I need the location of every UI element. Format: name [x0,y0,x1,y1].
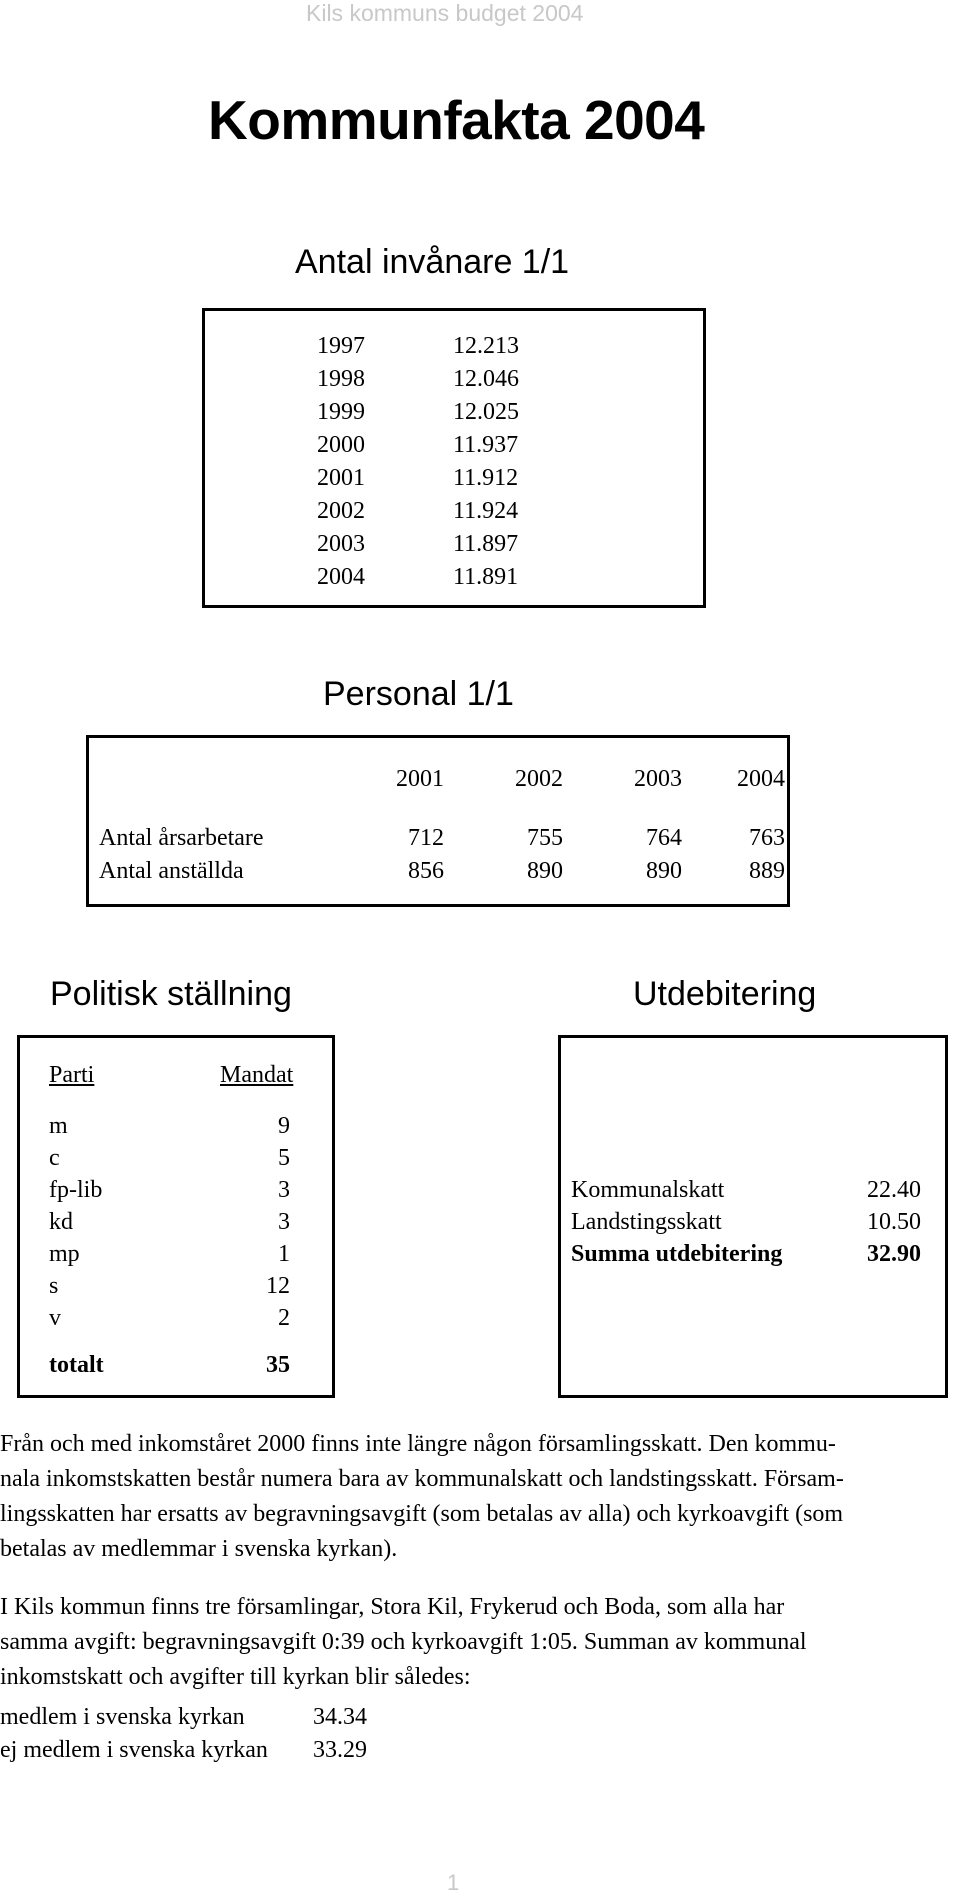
population-value: 11.912 [453,465,519,491]
politics-heading: Politisk ställning [50,975,292,1013]
personnel-value: 755 [527,825,563,851]
year-cell: 1997 [317,333,365,359]
population-value: 12.025 [453,399,519,425]
population-value: 12.046 [453,366,519,392]
year-cell: 1999 [317,399,365,425]
party-column-header: Parti [49,1062,95,1088]
tax-value: 22.40 [867,1177,921,1203]
page-header: Kils kommuns budget 2004 [306,0,584,26]
paragraph-parishes [0,1590,958,1695]
tax-label: Landstingsskatt [571,1209,722,1235]
year-header: 2002 [515,766,563,792]
church-rate-value: 33.29 [313,1737,367,1763]
politics-table [17,1035,335,1398]
party-name: s [49,1273,59,1299]
population-value: 11.924 [453,498,519,524]
population-heading: Antal invånare 1/1 [295,243,570,281]
row-label: Antal årsarbetare [99,825,264,851]
paragraph-line: lingsskatten har ersatts av begravningsavgift (som betalas av alla) och kyrkoavgift (som [0,1501,844,1527]
personnel-value: 763 [749,825,785,851]
personnel-value: 890 [527,858,563,884]
population-row [317,399,519,426]
total-label: totalt [49,1352,104,1378]
year-header: 2004 [737,766,785,792]
church-rate-row [0,1737,367,1764]
row-label: Antal anställda [99,858,244,884]
population-value: 11.897 [453,531,519,557]
population-row [317,366,519,393]
paragraph-line: nala inkomstskatten består numera bara av kommunalskatt och landstingsskatt. Försam- [0,1466,844,1492]
page-title: Kommunfakta 2004 [208,89,705,151]
population-value: 11.937 [453,432,519,458]
tax-table [558,1035,948,1398]
party-name: m [49,1113,68,1139]
year-cell: 2004 [317,564,365,590]
population-table [202,308,706,608]
personnel-table [86,735,790,907]
paragraph-line: samma avgift: begravningsavgift 0:39 och kyrkoavgift 1:05. Summan av kommunal [0,1629,807,1655]
personnel-value: 856 [408,858,444,884]
year-cell: 2000 [317,432,365,458]
party-seats: 3 [278,1209,290,1235]
party-name: kd [49,1209,73,1235]
population-row [317,498,518,525]
population-row [317,432,518,459]
population-row [317,333,519,360]
church-rate-label: ej medlem i svenska kyrkan [0,1737,268,1763]
tax-label: Kommunalskatt [571,1177,725,1203]
personnel-value: 889 [749,858,785,884]
year-header: 2003 [634,766,682,792]
tax-heading: Utdebitering [633,975,817,1013]
church-rate-label: medlem i svenska kyrkan [0,1704,245,1730]
church-rate-value: 34.34 [313,1704,367,1730]
year-cell: 2003 [317,531,365,557]
personnel-value: 764 [646,825,682,851]
seats-column-header: Mandat [220,1062,294,1088]
paragraph-church-tax [0,1427,958,1567]
party-seats: 2 [278,1305,290,1331]
party-name: c [49,1145,60,1171]
party-name: mp [49,1241,80,1267]
party-name: fp-lib [49,1177,103,1203]
tax-sum-label: Summa utdebitering [571,1241,783,1267]
personnel-value: 890 [646,858,682,884]
party-seats: 12 [266,1273,290,1299]
paragraph-line: betalas av medlemmar i svenska kyrkan). [0,1536,398,1562]
year-cell: 1998 [317,366,365,392]
personnel-heading: Personal 1/1 [323,675,514,713]
party-seats: 9 [278,1113,290,1139]
population-row [317,564,518,591]
paragraph-line: Från och med inkomståret 2000 finns inte längre någon församlingsskatt. Den kommu- [0,1431,836,1457]
tax-value: 10.50 [867,1209,921,1235]
population-value: 12.213 [453,333,519,359]
church-rate-row [0,1704,367,1731]
year-cell: 2002 [317,498,365,524]
year-cell: 2001 [317,465,365,491]
population-row [317,531,518,558]
population-row [317,465,518,492]
paragraph-line: inkomstskatt och avgifter till kyrkan blir således: [0,1664,471,1690]
party-seats: 3 [278,1177,290,1203]
paragraph-line: I Kils kommun finns tre församlingar, Stora Kil, Frykerud och Boda, som alla har [0,1594,785,1620]
personnel-value: 712 [408,825,444,851]
total-seats: 35 [266,1352,290,1378]
party-seats: 1 [278,1241,290,1267]
party-name: v [49,1305,61,1331]
year-header: 2001 [396,766,444,792]
party-seats: 5 [278,1145,290,1171]
population-value: 11.891 [453,564,519,590]
page-number: 1 [447,1870,460,1895]
tax-sum-value: 32.90 [867,1241,921,1267]
